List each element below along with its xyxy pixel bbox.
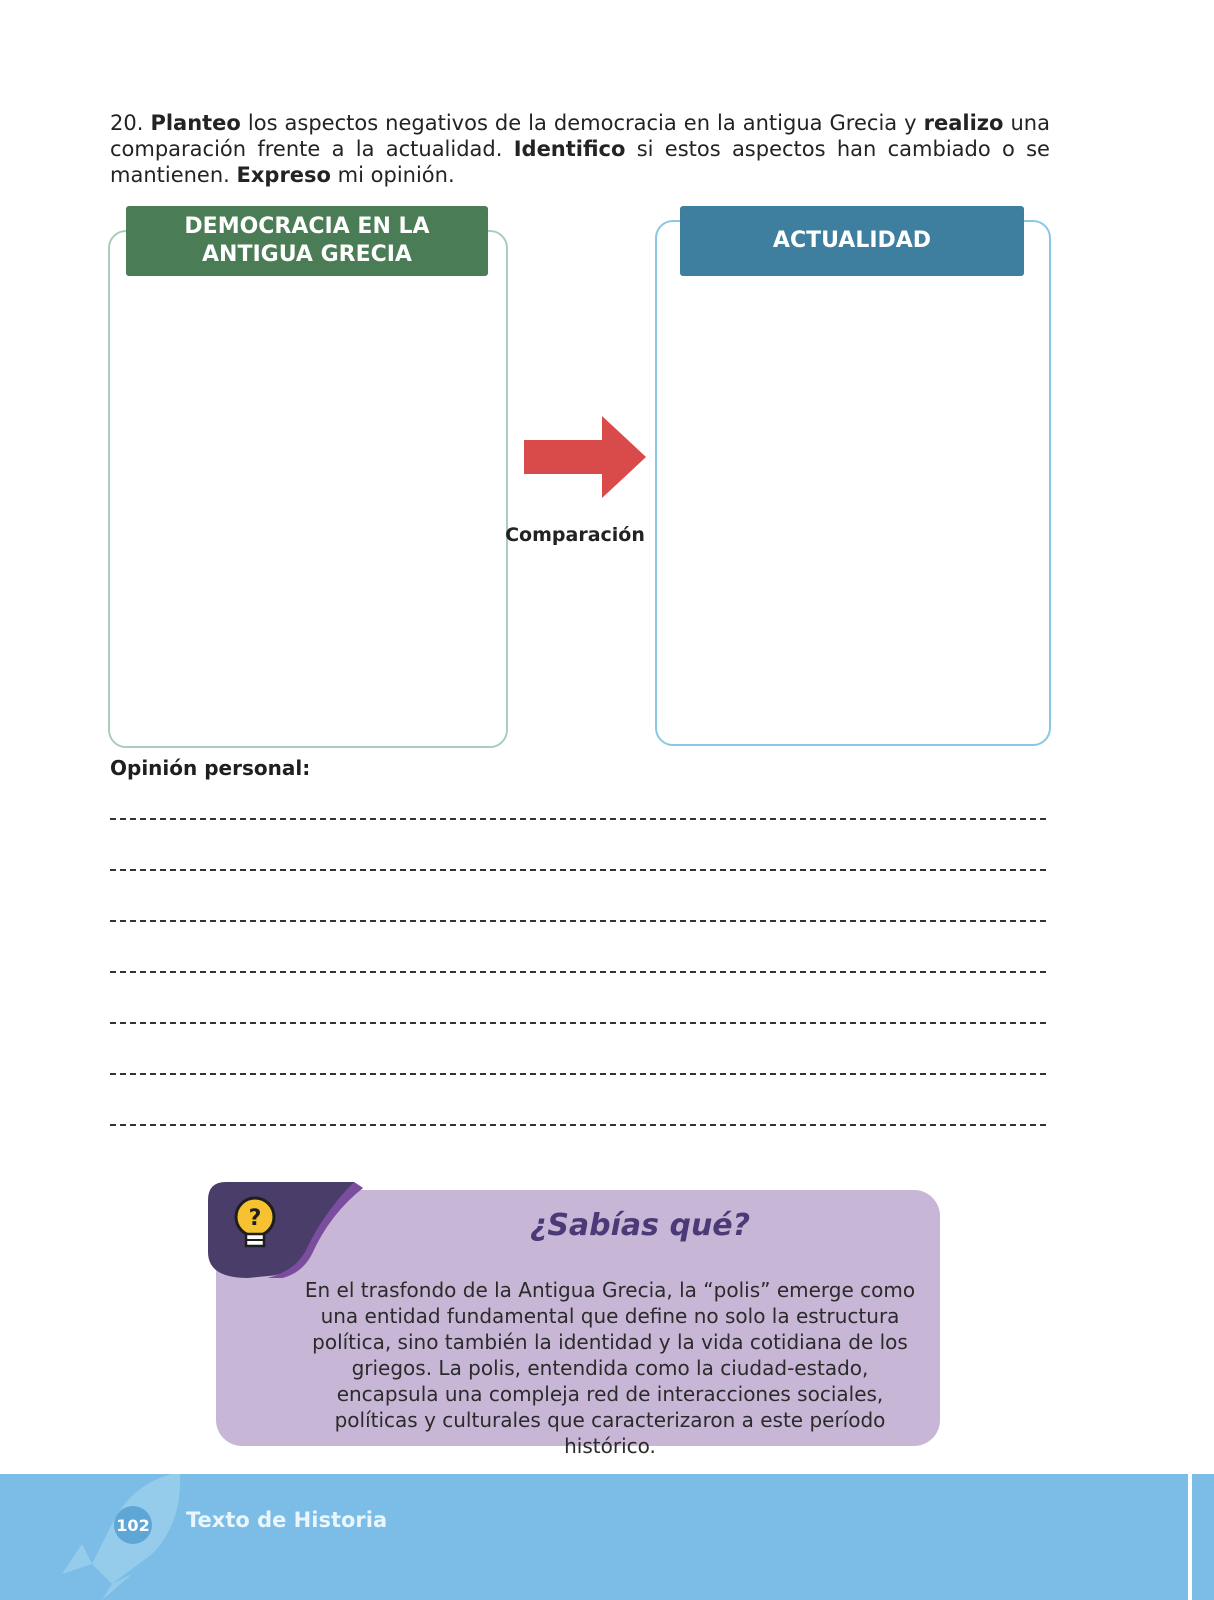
- book-title: Texto de Historia: [186, 1508, 388, 1532]
- instruction-text-2: una comparación frente a la actualidad.: [110, 111, 1050, 161]
- verb-planteo: Planteo: [150, 111, 241, 135]
- svg-text:?: ?: [248, 1206, 262, 1231]
- opinion-label: Opinión personal:: [110, 756, 311, 780]
- did-you-know-text: En el trasfondo de la Antigua Grecia, la “polis” emerge como una entidad fundamental que define no solo la estructura política, sino también la identidad y la vida cotidiana de los griegos. La polis, entendida como la ciudad-estado, encapsula una compleja red de interacciones sociales, políticas y culturales que caracterizaron a este período histórico.: [304, 1278, 916, 1458]
- lightbulb-icon: [232, 1196, 278, 1252]
- instruction-text-4: mi opinión.: [337, 163, 455, 187]
- right-arrow-icon: [524, 416, 646, 498]
- ancient-greece-header: [126, 206, 488, 276]
- ancient-greece-answer-box[interactable]: [108, 230, 508, 748]
- verb-expreso: Expreso: [236, 163, 331, 187]
- opinion-line-6[interactable]: [110, 1073, 1046, 1075]
- present-day-answer-box[interactable]: [655, 220, 1051, 746]
- page-number: 102: [114, 1506, 152, 1544]
- activity-instruction: [110, 110, 1050, 188]
- opinion-line-4[interactable]: [110, 971, 1046, 973]
- opinion-line-5[interactable]: [110, 1022, 1046, 1024]
- rocket-icon: [52, 1474, 182, 1600]
- present-day-header: ACTUALIDAD: [680, 206, 1024, 276]
- page-footer: [0, 1474, 1188, 1600]
- opinion-line-7[interactable]: [110, 1124, 1046, 1126]
- ancient-greece-header-line2: ANTIGUA GRECIA: [202, 242, 412, 267]
- footer-edge-tab: [1192, 1474, 1214, 1600]
- verb-identifico: Identifico: [513, 137, 626, 161]
- did-you-know-title: ¿Sabías qué?: [529, 1208, 751, 1243]
- comparison-label: Comparación: [505, 524, 645, 546]
- opinion-line-2[interactable]: [110, 869, 1046, 871]
- activity-number: 20.: [110, 111, 144, 135]
- instruction-text-1: los aspectos negativos de la democracia en la antigua Grecia y: [247, 111, 917, 135]
- instruction-text-3: si estos aspectos han cambiado o se mantienen.: [110, 137, 1050, 187]
- ancient-greece-header-line1: DEMOCRACIA EN LA: [184, 214, 430, 239]
- verb-realizo: realizo: [923, 111, 1004, 135]
- opinion-line-3[interactable]: [110, 920, 1046, 922]
- opinion-line-1[interactable]: [110, 818, 1046, 820]
